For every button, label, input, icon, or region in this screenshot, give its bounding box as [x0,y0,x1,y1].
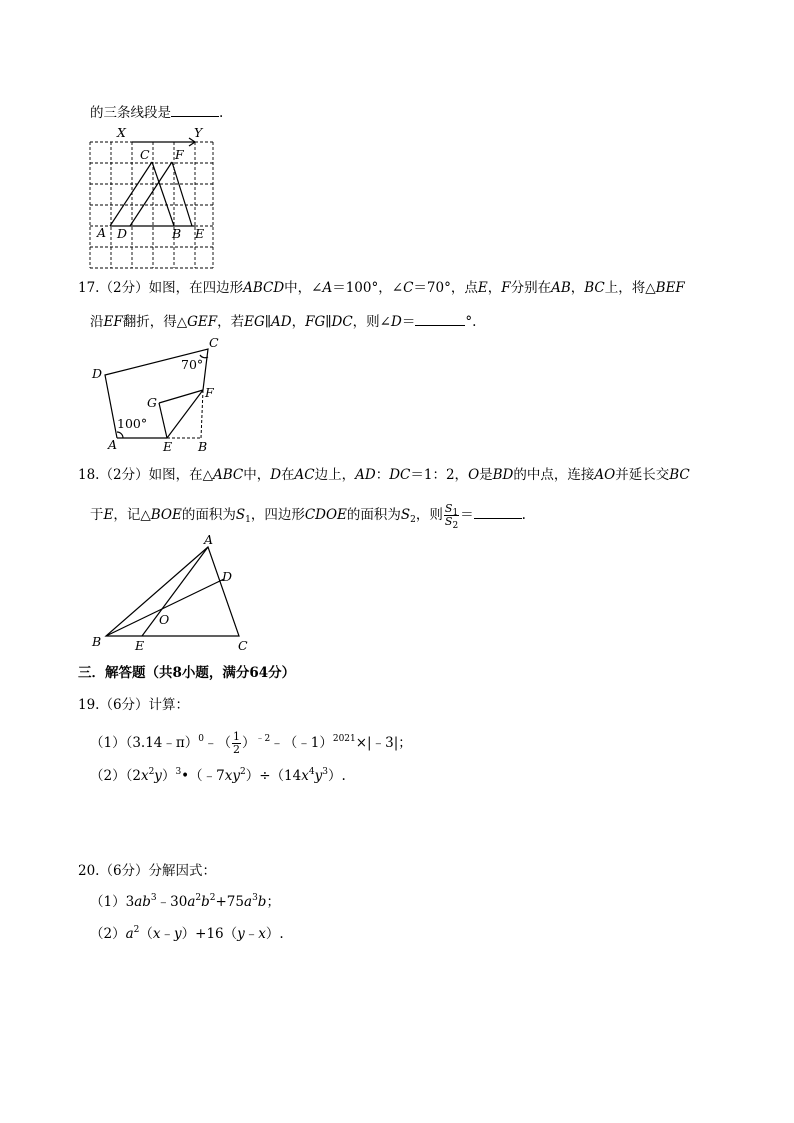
label-E: E [195,226,205,241]
section-3-title: 三．解答题（共8小题，满分64分） [78,665,296,681]
q20-part1: $(1)3ab^3﹣30a^2b^2+75a^3b$； [90,893,280,910]
q19-heading: 19.（6分）计算： [78,697,190,713]
label-F: F [175,147,184,162]
label-E: E [135,638,145,653]
label-F: F [205,385,214,400]
label-B: B [92,634,102,649]
label-X: X [117,125,126,140]
q18-line2: 于E，记△BOE的面积为$S_1$，四边形CDOE的面积为$S_2$，则 $\frac{S_1}{S_2}$ ＝ . [90,502,526,531]
label-O: O [159,612,170,627]
q19-part1: （1）（3.14﹣π）$^0$﹣（ $\frac{1}{2}$ ）$^{﹣2}$﹣（﹣1）$^{2021}$×|﹣3|； [90,730,412,756]
q19-part2: $(2)(2x^2y)^3•(﹣7xy^2)\div(14x^4y^3)$. [90,767,346,784]
q20-heading: 20.（6分）分解因式： [78,863,217,879]
fraction-s1-s2: $\frac{S_1}{S_2}$ [444,502,459,531]
angle-A-label: 100° [117,416,148,431]
label-D: D [92,366,103,381]
label-D: D [117,226,128,241]
label-C: C [140,147,150,162]
label-A: A [108,437,118,452]
label-A: A [204,532,214,547]
figure-17-quadrilateral [88,333,228,458]
label-C: C [209,335,219,350]
label-G: G [147,395,157,410]
figure-16-grid [80,120,230,275]
label-A: A [97,225,107,240]
q17-line1: 17.（2分）如图，在四边形ABCD中，∠A＝100°，∠C＝70°，点E，F分别在AB，BC上，将△BEF [78,280,685,296]
angle-C-label: 70° [181,357,204,372]
label-B: B [172,226,182,241]
label-Y: Y [194,125,203,140]
q18-line1: 18.（2分）如图，在△ABC中，D在AC边上，AD：DC＝1：2，O是BD的中点，连接AO并延长交BC [78,467,690,483]
q20-part2: $(2)a^2(x﹣y)+16(y﹣x)$. [90,925,284,942]
q17-line2: 沿EF翻折，得△GEF，若EG∥AD，FG∥DC，则∠D＝ °. [90,311,476,331]
q16-tail: 的三条线段是 . [90,102,223,122]
figure-18-triangle [88,532,258,654]
label-C: C [238,638,248,653]
label-E: E [163,439,173,454]
label-D: D [222,569,233,584]
label-B: B [198,439,208,454]
